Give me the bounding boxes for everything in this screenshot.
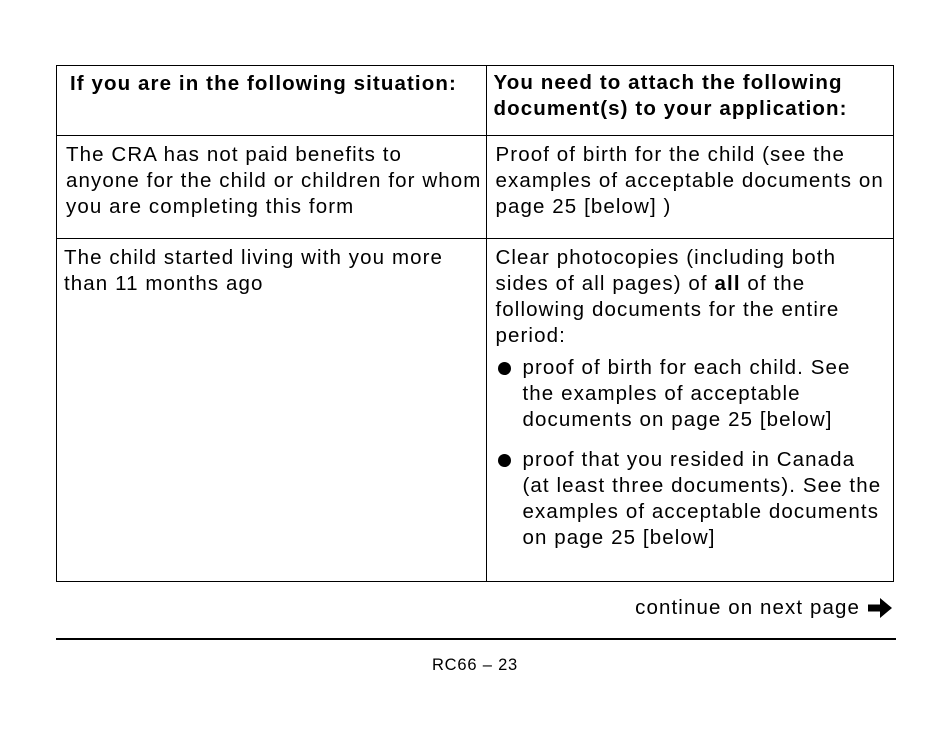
list-item xyxy=(496,447,890,551)
bullet-icon xyxy=(498,362,511,375)
table-header-row xyxy=(57,66,894,136)
situation-cell: The CRA has not paid benefits to anyone for the child or children for whom you are completing this form xyxy=(57,136,487,239)
page-number: RC66 – 23 xyxy=(431,656,519,674)
documents-cell: Proof of birth for the child (see the examples of acceptable documents on page 25 [below] ) xyxy=(486,136,894,239)
intro-emphasis: all xyxy=(714,272,741,295)
footer-divider xyxy=(56,638,896,640)
situation-cell: The child started living with you more than 11 months ago xyxy=(57,239,487,582)
requirements-table xyxy=(56,65,894,582)
intro-text-start: Clear photocopies (including both sides of all pages) of xyxy=(495,246,837,295)
documents-intro xyxy=(496,245,890,349)
list-item-text: proof of birth for each child. See the examples of acceptable documents on page 25 [below] xyxy=(522,356,851,431)
list-item xyxy=(496,355,890,433)
table-row xyxy=(57,136,894,239)
bullet-icon xyxy=(498,454,511,467)
table-row xyxy=(57,239,894,582)
header-documents: You need to attach the following document(s) to your application: xyxy=(486,66,894,136)
continue-label[interactable]: continue on next page xyxy=(635,596,860,619)
intro-text-end: of the following documents for the entire period: xyxy=(495,272,840,347)
continue-link[interactable] xyxy=(635,596,894,620)
header-situation: If you are in the following situation: xyxy=(57,66,487,136)
arrow-right-icon[interactable] xyxy=(866,596,894,620)
list-item-text: proof that you resided in Canada (at least three documents). See the examples of acceptable documents on page 25 [below] xyxy=(522,448,882,549)
documents-list xyxy=(496,355,890,551)
documents-cell xyxy=(486,239,894,582)
